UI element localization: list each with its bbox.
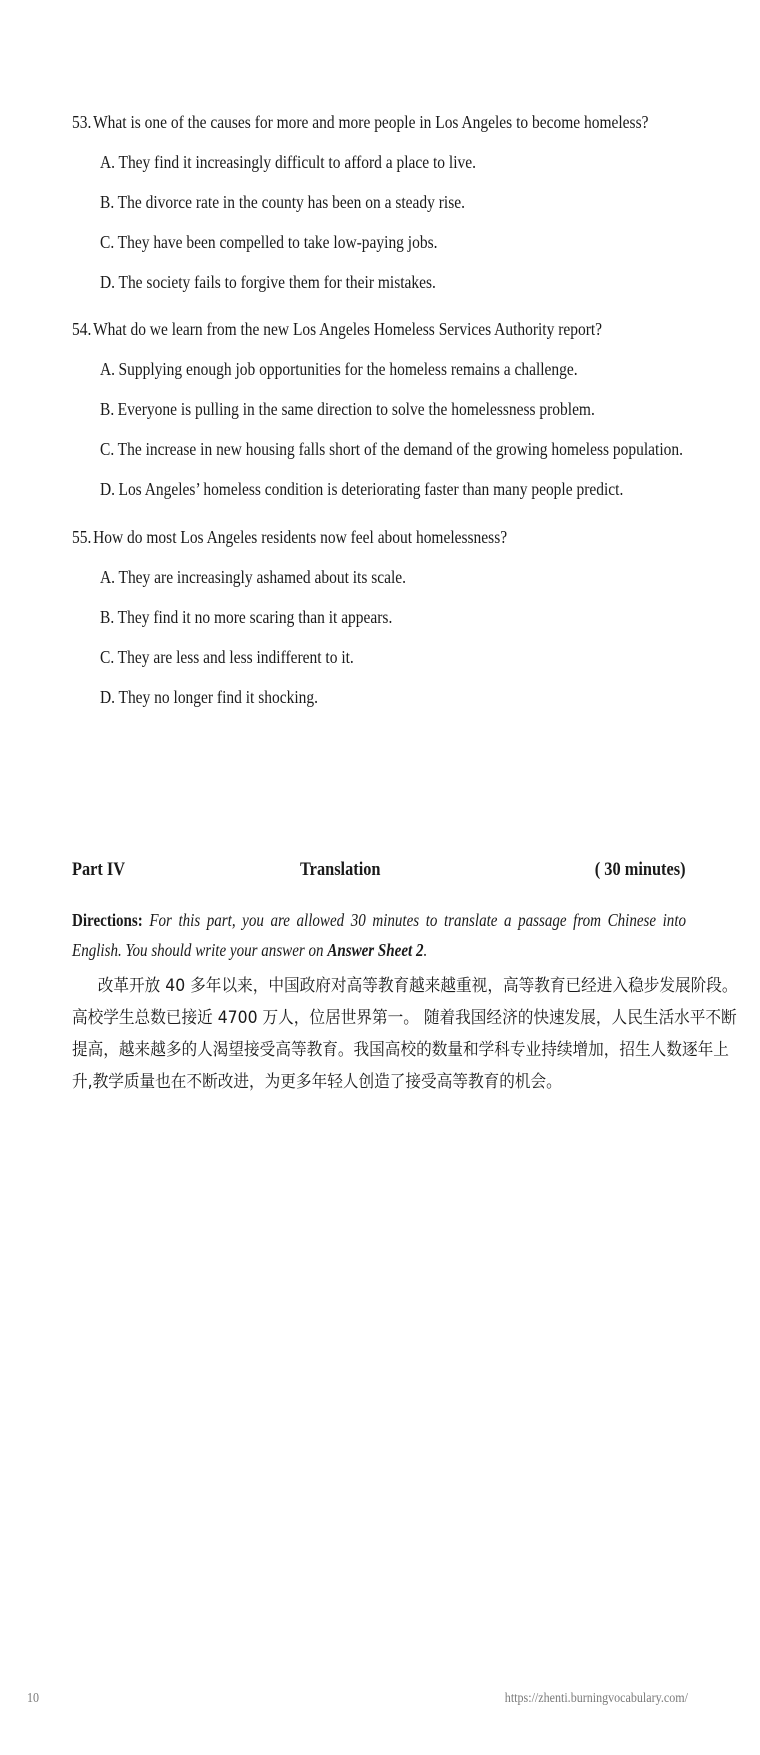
part-title: Translation	[300, 859, 381, 880]
option-text: The increase in new housing falls short of the demand of the growing homeless population.	[117, 439, 683, 459]
directions-line-1	[72, 905, 686, 935]
option-text: The society fails to forgive them for their mistakes.	[118, 272, 436, 292]
option-c[interactable]	[100, 231, 618, 253]
answer-sheet-ref: Answer Sheet 2	[327, 940, 424, 960]
option-letter: D.	[100, 479, 116, 499]
option-b[interactable]	[100, 606, 618, 628]
option-a[interactable]	[100, 358, 618, 380]
question-number: 55.	[72, 527, 92, 547]
option-text: They have been compelled to take low-paying jobs.	[117, 232, 438, 252]
question-stem	[72, 526, 614, 548]
option-d[interactable]	[100, 271, 618, 293]
translation-passage	[72, 970, 738, 1098]
passage-line: 升,教学质量也在不断改进，为更多年轻人创造了接受高等教育的机会。	[72, 1072, 562, 1092]
passage-line: 改革开放 40 多年以来，中国政府对高等教育越来越重视，高等教育已经进入稳步发展阶段。	[97, 976, 738, 996]
question-stem	[72, 318, 614, 340]
question-55	[72, 526, 702, 708]
question-53	[72, 111, 702, 293]
option-letter: C.	[100, 647, 115, 667]
option-text: They find it increasingly difficult to afford a place to live.	[118, 152, 477, 172]
option-text: They no longer find it shocking.	[118, 687, 318, 707]
question-text: What is one of the causes for more and more people in Los Angeles to become homeless?	[93, 112, 649, 132]
footer-url[interactable]: https://zhenti.burningvocabulary.com/	[504, 1691, 688, 1706]
option-d[interactable]	[100, 478, 624, 500]
passage-line: 高校学生总数已接近 4700 万人，位居世界第一。 随着我国经济的快速发展，人民生活水平不断	[72, 1008, 737, 1028]
option-text: Los Angeles’ homeless condition is deteriorating faster than many people predict.	[118, 479, 624, 499]
page-number: 10	[27, 1691, 40, 1706]
option-letter: D.	[100, 272, 116, 292]
part-time: ( 30 minutes)	[595, 859, 686, 880]
question-54	[72, 318, 702, 500]
option-c[interactable]	[100, 438, 683, 460]
option-a[interactable]	[100, 566, 618, 588]
option-text: Supplying enough job opportunities for the homeless remains a challenge.	[118, 359, 578, 379]
option-letter: A.	[100, 359, 116, 379]
question-stem	[72, 111, 649, 133]
option-b[interactable]	[100, 191, 618, 213]
directions-label: Directions:	[72, 910, 143, 930]
option-letter: A.	[100, 567, 116, 587]
directions-period: .	[423, 940, 428, 960]
question-text: How do most Los Angeles residents now feel about homelessness?	[93, 527, 508, 547]
option-d[interactable]	[100, 686, 618, 708]
option-letter: B.	[100, 607, 115, 627]
passage-line: 提高，越来越多的人渴望接受高等教育。我国高校的数量和学科专业持续增加，招生人数逐年上	[72, 1040, 729, 1060]
option-text: They are less and less indifferent to it.	[117, 647, 354, 667]
part-label: Part IV	[72, 859, 126, 880]
directions-text: For this part, you are allowed 30 minutes to translate a passage from Chinese into	[149, 910, 687, 930]
option-a[interactable]	[100, 151, 618, 173]
option-letter: B.	[100, 192, 115, 212]
question-number: 54.	[72, 319, 92, 339]
option-letter: C.	[100, 439, 115, 459]
question-text: What do we learn from the new Los Angeles Homeless Services Authority report?	[93, 319, 603, 339]
option-c[interactable]	[100, 646, 618, 668]
question-number: 53.	[72, 112, 92, 132]
option-text: Everyone is pulling in the same direction to solve the homelessness problem.	[117, 399, 595, 419]
directions-text-2: English. You should write your answer on	[72, 940, 324, 960]
option-letter: D.	[100, 687, 116, 707]
directions-line-2	[72, 935, 600, 965]
option-text: They find it no more scaring than it appears.	[117, 607, 393, 627]
option-letter: B.	[100, 399, 115, 419]
option-letter: A.	[100, 152, 116, 172]
option-letter: C.	[100, 232, 115, 252]
option-b[interactable]	[100, 398, 618, 420]
part-header	[72, 858, 686, 882]
directions	[72, 905, 686, 965]
option-text: The divorce rate in the county has been on a steady rise.	[117, 192, 465, 212]
option-text: They are increasingly ashamed about its scale.	[118, 567, 407, 587]
